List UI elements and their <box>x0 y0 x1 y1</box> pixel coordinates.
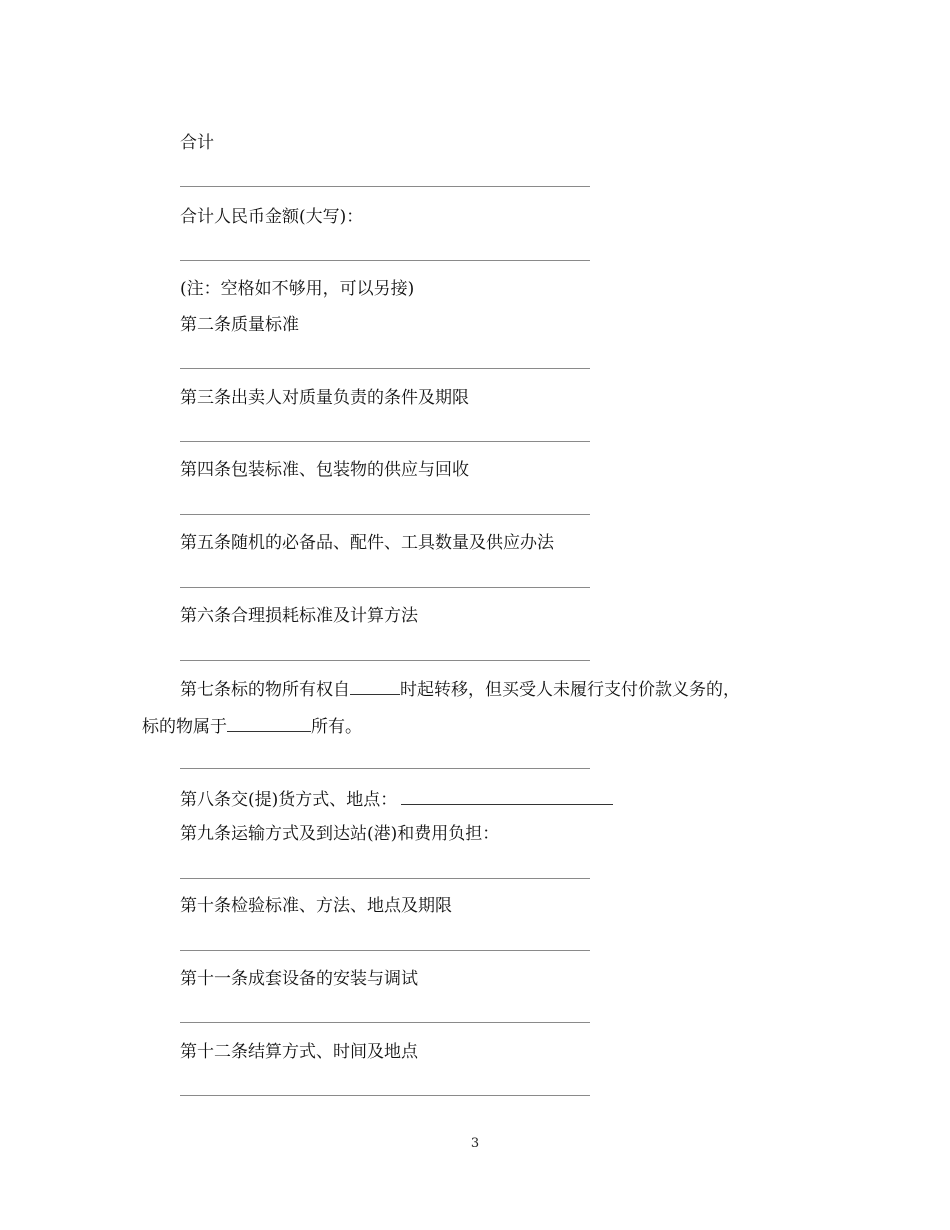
clause-8-heading: 第八条交(提)货方式、地点： <box>180 790 398 810</box>
clause-7-text-b: 时起转移，但买受人未履行支付价款义务的， <box>400 680 740 700</box>
clause-5-heading: 第五条随机的必备品、配件、工具数量及供应办法 <box>180 533 554 553</box>
clause-9-heading: 第九条运输方式及到达站(港)和费用负担： <box>180 824 500 844</box>
page-number: 3 <box>470 1136 480 1151</box>
clause-4-heading: 第四条包装标准、包装物的供应与回收 <box>180 460 469 480</box>
note-text: (注：空格如不够用，可以另接) <box>180 279 415 299</box>
fill-in-line <box>180 878 590 879</box>
clause-12-heading: 第十二条结算方式、时间及地点 <box>180 1042 418 1062</box>
fill-in-line <box>180 587 590 588</box>
clause-7-text-c: 标的物属于 <box>142 717 227 737</box>
fill-in-line <box>180 368 590 369</box>
clause-7-line-2 <box>142 713 362 739</box>
total-amount-label: 合计人民币金额(大写)： <box>180 207 364 227</box>
clause-2-heading: 第二条质量标准 <box>180 315 299 335</box>
total-label: 合计 <box>180 133 214 153</box>
clause-7-text-a: 第七条标的物所有权自 <box>180 680 350 700</box>
fill-in-line <box>180 768 590 769</box>
owner-blank[interactable] <box>227 713 311 732</box>
delivery-location-blank[interactable] <box>401 786 613 805</box>
fill-in-line <box>180 660 590 661</box>
clause-3-heading: 第三条出卖人对质量负责的条件及期限 <box>180 388 469 408</box>
clause-7-text-d: 所有。 <box>311 717 362 737</box>
fill-in-line <box>180 441 590 442</box>
clause-6-heading: 第六条合理损耗标准及计算方法 <box>180 606 418 626</box>
ownership-time-blank[interactable] <box>350 676 400 695</box>
fill-in-line <box>180 186 590 187</box>
clause-10-heading: 第十条检验标准、方法、地点及期限 <box>180 896 452 916</box>
fill-in-line <box>180 1022 590 1023</box>
fill-in-line <box>180 260 590 261</box>
fill-in-line <box>180 950 590 951</box>
clause-11-heading: 第十一条成套设备的安装与调试 <box>180 969 418 989</box>
clause-8-line <box>180 786 613 812</box>
clause-7-line-1 <box>180 676 740 702</box>
fill-in-line <box>180 514 590 515</box>
fill-in-line <box>180 1095 590 1096</box>
